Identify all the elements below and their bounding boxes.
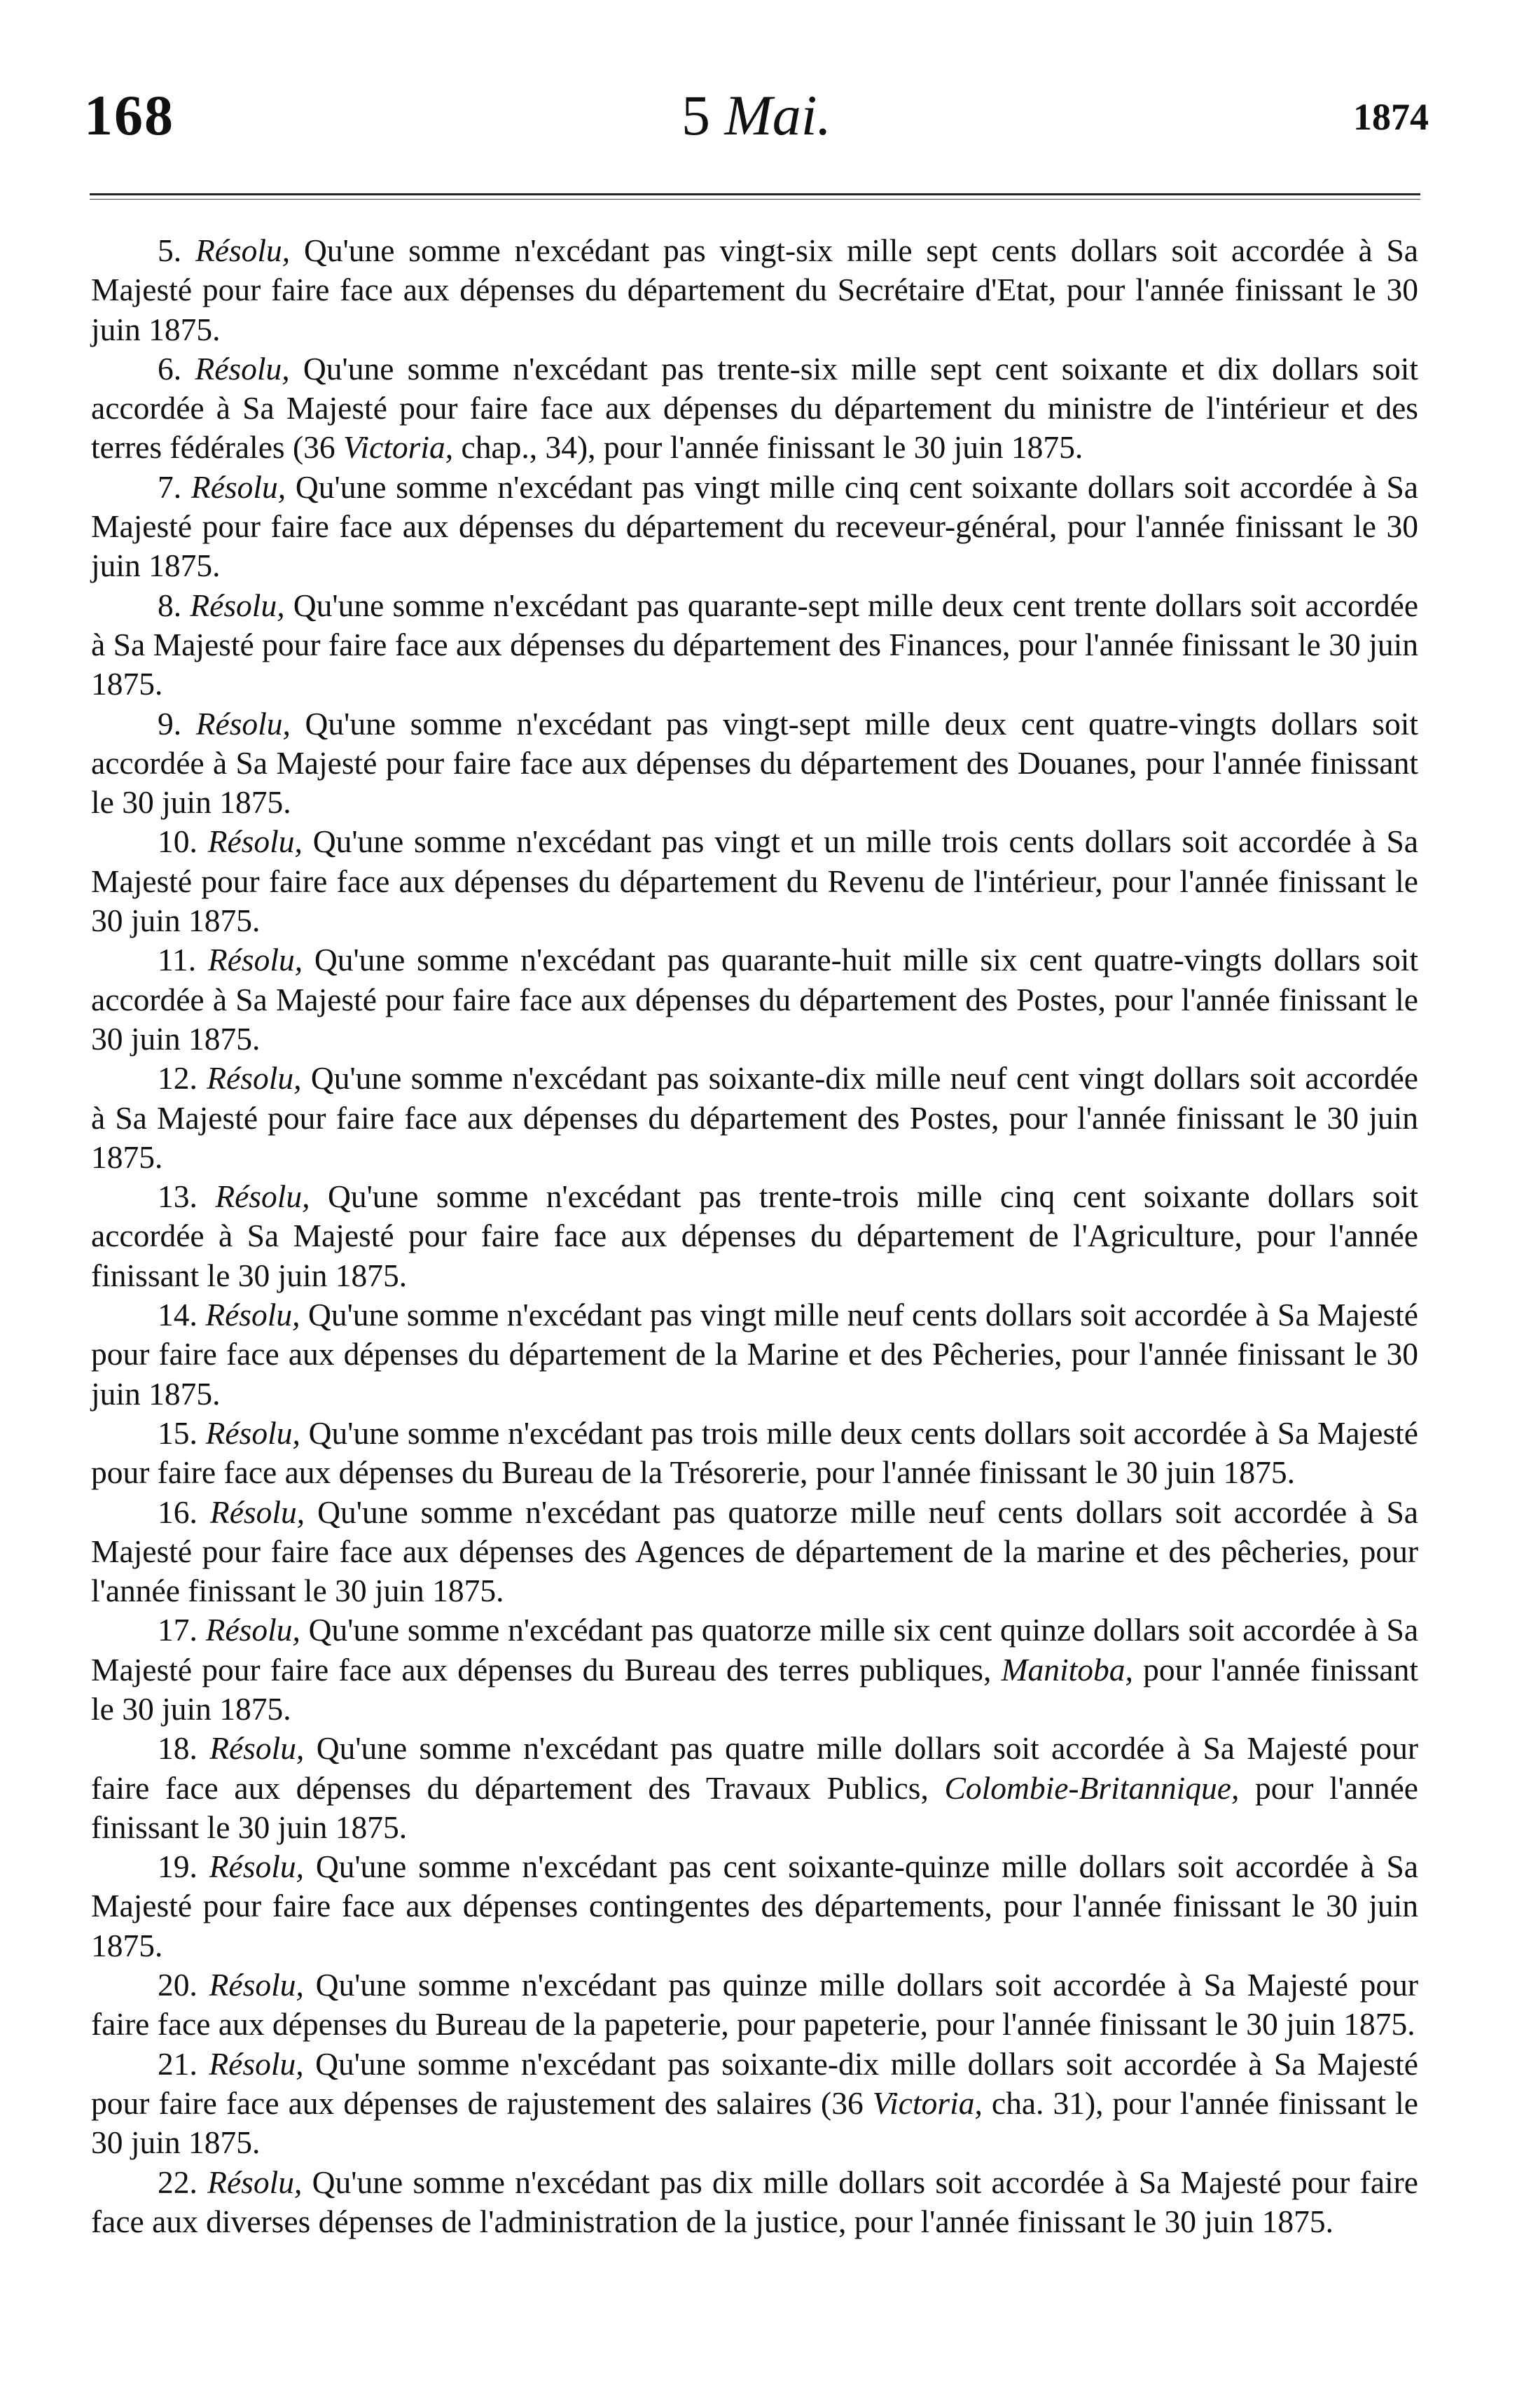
resolution-keyword: Résolu,: [209, 1494, 305, 1530]
resolution-paragraph: [91, 586, 1418, 704]
resolution-keyword: Résolu,: [205, 1297, 300, 1333]
resolution-keyword: Résolu,: [209, 1730, 305, 1767]
resolution-text: Qu'une somme n'excédant pas quatre mille dollars soit accordée à Sa Majesté pour faire face aux dépenses du département des Travaux Publics,: [91, 1730, 1419, 1806]
resolution-number: 18.: [158, 1730, 198, 1767]
resolution-keyword: Résolu,: [190, 587, 285, 623]
resolution-number: 20.: [158, 1967, 198, 2003]
resolution-paragraph: [91, 1059, 1418, 1177]
resolution-italic-term: Colombie-Britannique,: [944, 1769, 1240, 1806]
resolution-paragraph: [91, 1847, 1418, 1965]
resolution-keyword: Résolu,: [209, 2045, 304, 2082]
resolution-text: Qu'une somme n'excédant pas trois mille deux cents dollars soit accordée à Sa Majesté pour faire face aux dépenses du Bureau de la Trésorerie, pour l'année finissant le 30 juin 1875.: [91, 1414, 1418, 1491]
resolution-number: 10.: [158, 823, 198, 860]
resolution-number: 6.: [158, 350, 182, 387]
resolution-paragraph: [91, 1295, 1418, 1414]
page-header: [84, 83, 1429, 160]
resolution-number: 14.: [158, 1297, 198, 1333]
resolution-number: 16.: [158, 1494, 198, 1530]
resolution-keyword: Résolu,: [191, 468, 286, 505]
running-title-day: 5: [681, 83, 710, 147]
resolution-keyword: Résolu,: [207, 2164, 303, 2200]
resolution-text: Qu'une somme n'excédant pas vingt mille neuf cents dollars soit accordée à Sa Majesté pour faire face aux dépenses du département de la Marine et des Pêcheries, pour l'année finissant le 30 juin 1875.: [91, 1297, 1418, 1412]
resolution-paragraph: [91, 1493, 1418, 1611]
resolutions-list: [91, 231, 1418, 2241]
header-rule: [90, 193, 1420, 195]
resolution-text: Qu'une somme n'excédant pas vingt-sept mille deux cent quatre-vingts dollars soit accordée à Sa Majesté pour faire face aux dépenses du département des Douanes, pour l'année finissant le 30 juin 1875.: [91, 705, 1418, 821]
resolution-number: 9.: [158, 705, 182, 742]
resolution-paragraph: [91, 1414, 1418, 1493]
resolution-keyword: Résolu,: [207, 823, 303, 860]
resolution-text: Qu'une somme n'excédant pas cent soixante-quinze mille dollars soit accordée à Sa Majesté pour faire face aux dépenses contingentes des départements, pour l'année finissant le 30 juin 1875.: [91, 1849, 1419, 1963]
resolution-number: 8.: [158, 587, 182, 623]
resolution-text: Qu'une somme n'excédant pas soixante-dix mille dollars soit accordée à Sa Majesté pour faire face aux dépenses de rajustement des salaires (36: [91, 2045, 1419, 2121]
resolution-keyword: Résolu,: [209, 1967, 304, 2003]
resolution-paragraph: [91, 822, 1418, 940]
resolution-text: Qu'une somme n'excédant pas quinze mille dollars soit accordée à Sa Majesté pour faire face aux dépenses du Bureau de la papeterie, pour papeterie, pour l'année finissant le 30 juin 1875.: [91, 1967, 1418, 2042]
resolution-paragraph: [91, 231, 1418, 349]
resolution-paragraph: [91, 1610, 1418, 1729]
resolution-keyword: Résolu,: [215, 1178, 310, 1215]
resolution-keyword: Résolu,: [209, 1849, 304, 1885]
resolution-keyword: Résolu,: [195, 350, 290, 387]
resolution-text-continued: chap., 34), pour l'année finissant le 30 juin 1875.: [453, 429, 1083, 466]
resolution-keyword: Résolu,: [195, 232, 291, 268]
resolution-number: 17.: [158, 1612, 198, 1648]
resolution-number: 21.: [158, 2045, 198, 2082]
resolution-number: 22.: [158, 2164, 198, 2200]
resolution-number: 7.: [158, 468, 182, 505]
resolution-keyword: Résolu,: [207, 942, 303, 978]
resolution-text: Qu'une somme n'excédant pas quarante-sept mille deux cent trente dollars soit accordée à Sa Majesté pour faire face aux dépenses du département des Finances, pour l'année finissant le 30 juin 1875.: [91, 587, 1419, 702]
resolution-paragraph: [91, 2045, 1418, 2163]
resolution-paragraph: [91, 1729, 1418, 1847]
resolution-paragraph: [91, 704, 1418, 823]
resolution-text: Qu'une somme n'excédant pas soixante-dix mille neuf cent vingt dollars soit accordée à Sa Majesté pour faire face aux dépenses du département des Postes, pour l'année finissant le 30 juin 1875.: [91, 1060, 1419, 1175]
resolution-text: Qu'une somme n'excédant pas vingt et un mille trois cents dollars soit accordée à Sa Majesté pour faire face aux dépenses du département du Revenu de l'intérieur, pour l'année finissant le 30 juin 1875.: [91, 823, 1419, 939]
resolution-text-continued: pour l'année finissant le 30 juin 1875.: [91, 1651, 1419, 1727]
resolution-paragraph: [91, 349, 1418, 468]
resolution-text: Qu'une somme n'excédant pas quatorze mille six cent quinze dollars soit accordée à Sa Majesté pour faire face aux dépenses du Bureau des terres publiques,: [91, 1612, 1419, 1687]
resolution-italic-term: Victoria,: [343, 429, 454, 466]
resolution-number: 15.: [158, 1414, 198, 1451]
resolution-text: Qu'une somme n'excédant pas trente-six mille sept cent soixante et dix dollars soit accordée à Sa Majesté pour faire face aux dépenses du département du ministre de l'intérieur et des terres fédérales (36: [91, 350, 1418, 466]
resolution-text-continued: pour l'année finissant le 30 juin 1875.: [91, 1769, 1418, 1845]
header-rule-thin: [90, 199, 1420, 200]
resolution-text: Qu'une somme n'excédant pas dix mille dollars soit accordée à Sa Majesté pour faire face aux diverses dépenses de l'administration de la justice, pour l'année finissant le 30 juin 1875.: [91, 2164, 1419, 2239]
resolution-keyword: Résolu,: [195, 705, 291, 742]
resolution-number: 13.: [158, 1178, 198, 1215]
resolution-italic-term: Manitoba,: [1001, 1651, 1133, 1687]
page-number: 168: [84, 83, 174, 147]
resolution-italic-term: Victoria,: [872, 2085, 983, 2121]
resolution-number: 12.: [158, 1060, 198, 1097]
running-title-month: Mai.: [724, 83, 832, 147]
resolution-keyword: Résolu,: [205, 1612, 300, 1648]
header-year: 1874: [1353, 96, 1429, 138]
resolution-paragraph: [91, 1177, 1418, 1295]
resolution-number: 19.: [158, 1849, 198, 1885]
resolution-text-continued: cha. 31), pour l'année finissant le 30 juin 1875.: [91, 2085, 1418, 2161]
resolution-paragraph: [91, 940, 1418, 1059]
resolution-text: Qu'une somme n'excédant pas trente-trois mille cinq cent soixante dollars soit accordée à Sa Majesté pour faire face aux dépenses du département de l'Agriculture, pour l'année finissant le 30 juin 1875.: [91, 1178, 1418, 1293]
resolution-paragraph: [91, 1965, 1418, 2045]
resolution-number: 5.: [158, 232, 182, 268]
resolution-paragraph: [91, 468, 1418, 586]
resolution-text: Qu'une somme n'excédant pas vingt-six mille sept cents dollars soit accordée à Sa Majesté pour faire face aux dépenses du département du Secrétaire d'Etat, pour l'année finissant le 30 juin 1875.: [91, 232, 1419, 347]
resolution-text: Qu'une somme n'excédant pas quarante-huit mille six cent quatre-vingts dollars soit accordée à Sa Majesté pour faire face aux dépenses du département des Postes, pour l'année finissant le 30 juin 1875.: [91, 942, 1419, 1057]
running-title: [84, 83, 1429, 148]
resolution-paragraph: [91, 2163, 1418, 2242]
resolution-text: Qu'une somme n'excédant pas vingt mille cinq cent soixante dollars soit accordée à Sa Majesté pour faire face aux dépenses du département du receveur-général, pour l'année finissant le 30 juin 1875.: [91, 468, 1419, 584]
resolution-keyword: Résolu,: [207, 1060, 302, 1097]
resolution-text: Qu'une somme n'excédant pas quatorze mille neuf cents dollars soit accordée à Sa Majesté pour faire face aux dépenses des Agences de département de la marine et des pêcheries, pour l'année finissant le 30 juin 1875.: [91, 1494, 1418, 1609]
resolution-number: 11.: [158, 942, 197, 978]
resolution-keyword: Résolu,: [205, 1414, 300, 1451]
